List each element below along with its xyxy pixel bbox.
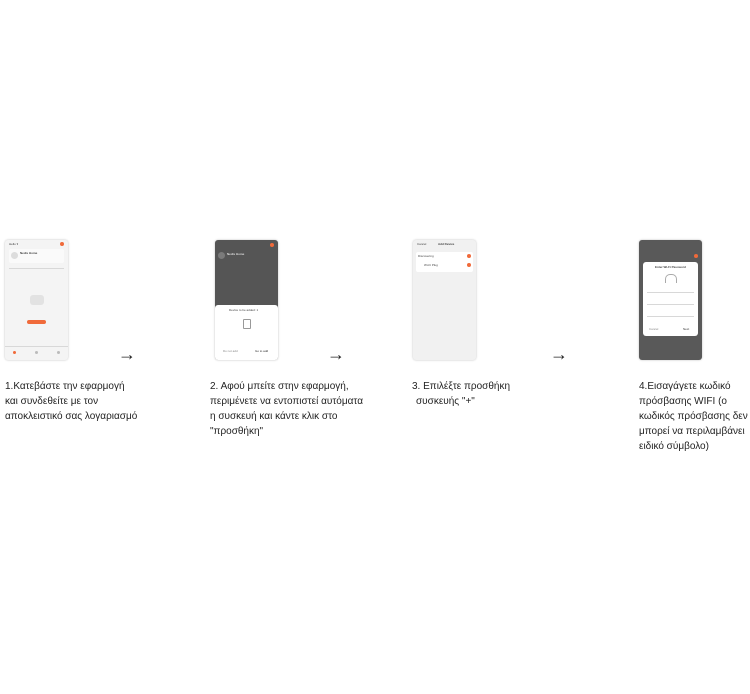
step3-phone-screenshot — [413, 240, 476, 360]
step2-phone-screenshot — [215, 240, 278, 360]
phone1-status: Hello ▾ — [9, 242, 19, 246]
phone3-item-plus-icon — [467, 263, 471, 267]
caption-line: η συσκευή και κάντε κλικ στο — [210, 411, 338, 422]
phone1-tabbar-line — [5, 346, 68, 347]
caption-line: κωδικός πρόσβασης δεν — [639, 411, 748, 422]
caption-line: και συνδεθείτε με τον — [5, 396, 99, 407]
phone1-tab-scene-icon — [35, 351, 38, 354]
caption-line: αποκλειστικό σας λογαριασμό — [5, 411, 138, 422]
step4-phone-screenshot — [639, 240, 702, 360]
phone4-next: Next — [683, 327, 690, 331]
phone2-plug-icon — [243, 319, 251, 329]
arrow-right-icon: → — [327, 344, 345, 364]
step1-caption — [5, 379, 137, 424]
phone1-home-title: Nedis Home — [20, 251, 38, 255]
phone2-add-dialog — [215, 305, 278, 360]
phone4-password-field — [647, 316, 694, 317]
phone1-tab-home-icon — [13, 351, 16, 354]
phone4-dialog-title: Enter Wi-Fi Password — [655, 265, 686, 269]
step4-caption — [605, 379, 748, 454]
phone1-add-icon — [60, 242, 64, 246]
caption-line: μπορεί να περιλαμβάνει — [639, 426, 745, 437]
phone3-plus-icon — [467, 254, 471, 258]
phone2-add-icon — [270, 243, 274, 247]
caption-line: συσκευής "+" — [416, 396, 475, 407]
phone1-avatar — [11, 252, 18, 259]
phone4-wifi-dialog — [643, 262, 698, 336]
caption-line: 1.Κατεβάστε την εφαρμογή — [5, 381, 125, 392]
phone4-add-icon — [694, 254, 698, 258]
phone1-home-card — [9, 249, 64, 263]
phone2-go-to-add: Go to add — [255, 349, 269, 353]
phone3-section-label: Discovering — [418, 254, 434, 258]
caption-line: ειδικό σύμβολο) — [639, 441, 709, 452]
step1-phone-screenshot — [5, 240, 68, 360]
phone2-home-title: Nedis Home — [227, 252, 245, 256]
phone3-cancel: Cancel — [417, 242, 427, 246]
phone4-wifi-icon — [665, 274, 677, 283]
step2-caption — [210, 379, 363, 439]
phone2-dialog-title: Device to be added: 1 — [229, 308, 259, 312]
caption-line: περιμένετε να εντοπιστεί αυτόματα — [210, 396, 363, 407]
step3-caption — [412, 379, 510, 409]
phone2-avatar — [218, 252, 225, 259]
phone4-cancel: Cancel — [649, 327, 659, 331]
caption-line: 4.Εισαγάγετε κωδικό — [639, 381, 731, 392]
caption-line: 2. Αφού μπείτε στην εφαρμογή, — [210, 381, 349, 392]
phone1-add-device-button — [27, 320, 46, 324]
phone1-empty-icon — [30, 295, 44, 305]
phone1-tab-me-icon — [57, 351, 60, 354]
arrow-right-icon: → — [118, 344, 136, 364]
phone3-device-list — [416, 252, 473, 272]
caption-line: "προσθήκη" — [210, 426, 264, 437]
caption-line: 3. Επιλέξτε προσθήκη — [412, 381, 511, 392]
arrow-right-icon: → — [550, 344, 568, 364]
caption-line: πρόσβασης WIFI (ο — [639, 396, 727, 407]
phone2-do-not-add: Do not add — [223, 349, 238, 353]
phone3-item-label: Wi-Fi Plug — [424, 263, 438, 267]
phone1-divider — [9, 268, 64, 269]
phone4-divider-1 — [647, 292, 694, 293]
phone4-ssid-field — [647, 304, 694, 305]
phone3-header-title: Add Device — [438, 242, 455, 246]
